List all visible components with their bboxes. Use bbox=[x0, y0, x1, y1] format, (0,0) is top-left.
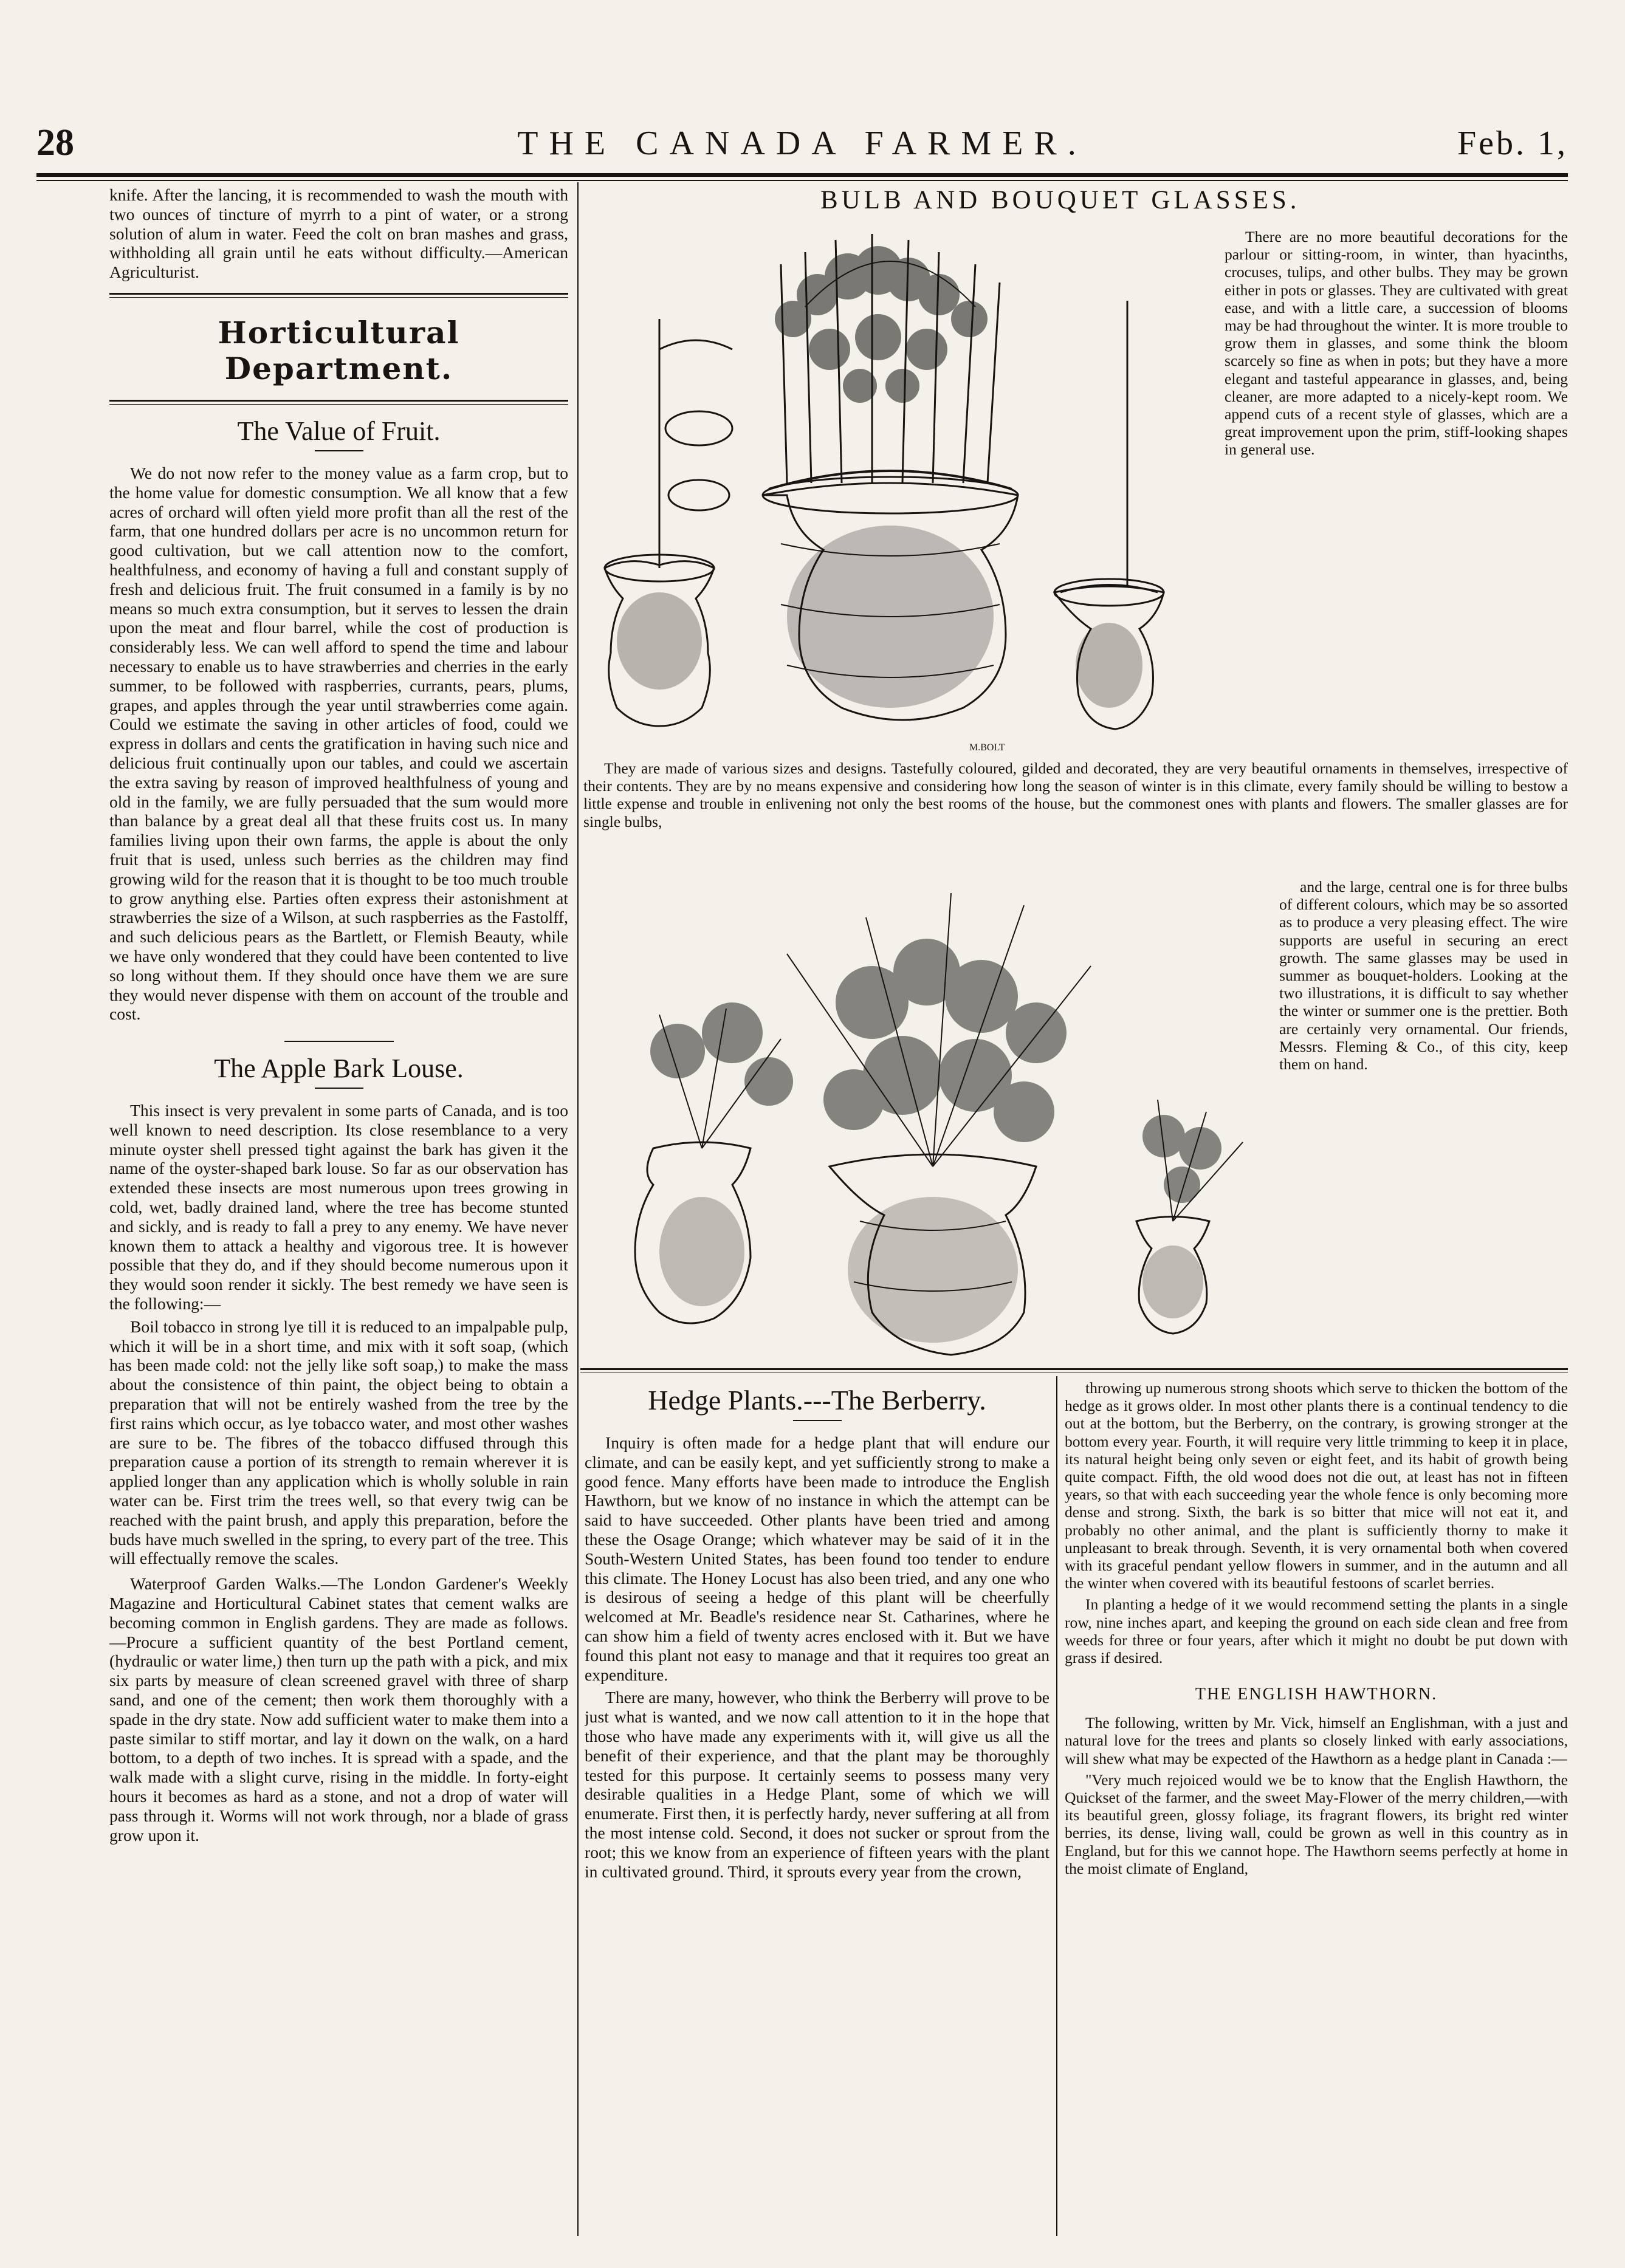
hedge-article-planting: In planting a hedge of it we would recommend setting the plants in a single row, nine inches apart, and keeping the ground on each side clean and free from weeds for three or four years, after which it might no doubt be put down with grass if desired. bbox=[1065, 1595, 1568, 1667]
issue-date: Feb. 1, bbox=[1457, 125, 1568, 162]
hedge-column-1 bbox=[585, 1379, 1050, 2242]
garden-walks-paragraph: Waterproof Garden Walks.—The London Gardener's Weekly Magazine and Horticultural Cabinet states that cement walks are becoming common in English gardens. They are made as follows.—Procure a sufficient quantity of the best Portland cement, (hydraulic or water lime,) then turn up the path with a pick, and mix six parts by measure of clean screened gravel with three of sharp sand, and one of the cement; then work them thoroughly with a spade in the dry state. Now add sufficient water to make them into a paste similar to stiff mortar, and lay it down on the walk, on a hard bottom, to a depth of two inches. It is spread with a spade, and the walk made with a slight curve, rising in the middle. In forty-eight hours it becomes as hard as a stone, and not a drop of water will pass through it. Worms will not work through, nor a blade of grass grow upon it. bbox=[109, 1574, 568, 1845]
section-rule bbox=[109, 293, 568, 298]
masthead-rule bbox=[36, 173, 1568, 177]
hedge-section-rule bbox=[580, 1368, 1568, 1372]
louse-article-title: The Apple Bark Louse. bbox=[214, 1053, 464, 1084]
column-divider-right bbox=[1056, 1376, 1057, 2236]
bouquet-glasses-illustration bbox=[586, 881, 1273, 1373]
hedge-article-title: Hedge Plants.---The Berberry. bbox=[648, 1385, 986, 1416]
column-divider-left bbox=[577, 182, 579, 2236]
hawthorn-quote: "Very much rejoiced would we be to know that the English Hawthorn, the Quickset of the farmer, and the sweet May-Flower of the merry children,—with its beautiful green, glossy foliage, its fragrant flowers, its bright red winter berries, its dense, living wall, could be grown as well in this country as in England, but for this we cannot hope. The Hawthorn seems perfectly at home in the moist climate of England, bbox=[1065, 1770, 1568, 1877]
fruit-article-title: The Value of Fruit. bbox=[237, 416, 441, 446]
bulb-article-middle: They are made of various sizes and designs. Tastefully coloured, gilded and decorated, they are very beautiful ornaments in themselves, irrespective of their contents. They are by no means expensive and considering how long the season of winter is in this climate, every family should be willing to bestow a little expense and trouble in enlivening not only the best rooms of the house, but the commonest ones with plants and flowers. The smaller glasses are for single bulbs, bbox=[583, 759, 1568, 831]
page-number: 28 bbox=[36, 122, 74, 163]
intro-paragraph: knife. After the lancing, it is recommended to wash the mouth with two ounces of tincture of myrrh to a pint of water, or a strong solution of alum in water. Feed the colt on bran mashes and grass, withholding all grain until he eats without difficulty.—American Agriculturist. bbox=[109, 185, 568, 282]
department-heading: Horticultural Department. bbox=[218, 314, 460, 386]
masthead-rule-thin bbox=[36, 180, 1568, 181]
hedge-article-continued: throwing up numerous strong shoots which serve to thicken the bottom of the hedge as it grows older. In most other plants there is a continual tendency to die out at the bottom, but the Berberry, on the contrary, is growing stronger at the bottom every year. Fourth, it will require very little trimming to keep it in place, its natural height being only seven or eight feet, and its habit of growth being quite compact. Fifth, the old wood does not die out, at least has not in fifteen years, so that with each succeeding year the whole fence is only becoming more dense and strong. Sixth, the bark is so bitter that mice will not eat it, and probably no other animal, and the plant is sufficiently thorny to make it unpleasant to break through. Seventh, it is very ornamental both when covered with its graceful pendant yellow flowers in summer, and in the autumn and all the winter when covered with its beautiful festoons of scarlet berries. bbox=[1065, 1379, 1568, 1592]
bulb-article-title: BULB AND BOUQUET GLASSES. bbox=[820, 186, 1300, 214]
bulb-article-intro: There are no more beautiful decorations for the parlour or sitting-room, in winter, than hyacinths, crocuses, tulips, and other bulbs. They may be grown either in pots or glasses. They are cultivated with great ease, and with a little care, a succession of blooms may be had throughout the winter. It is more trouble to grow them in glasses, and some think the bloom scarcely so fine as when in pots; but they have a more elegant and tasteful appearance in glasses, and, being cleaner, are more adapted to a nicely-kept room. We append cuts of a recent style of glasses, which are a great improvement upon the prim, stiff-looking shapes in general use. bbox=[1225, 228, 1568, 459]
hedge-article-intro: Inquiry is often made for a hedge plant that will endure our climate, and can be easily kept, and yet sufficiently strong to make a good fence. Many efforts have been made to introduce the English Hawthorn, but we know of no instance in which the attempt can be said to have succeeded. Other plants have been tried and among these the Osage Orange; which whatever may be said of it in the South-Western United States, has been found too tender to endure this climate. The Honey Locust has also been tried, and any one who is desirous of seeing a hedge of this plant will be cheerfully welcomed at Mr. Beadle's residence near St. Catharines, where he can show him a field of twenty acres enclosed with it. But we have found this plant not easy to manage and that it requires too great an expenditure. bbox=[585, 1433, 1050, 1684]
hyacinth-glasses-engraving bbox=[586, 228, 1218, 759]
hedge-column-2 bbox=[1065, 1379, 1568, 2242]
hedge-article-qualities: There are many, however, who think the Berberry will prove to be just what is wanted, and we now call attention to it in the hope that those who have made any experiments with it, will give us all the benefit of their experience, and that the plant may be thoroughly tested for this purpose. It certainly seems to possess many very desirable qualities in a Hedge Plant, some of which we will enumerate. First then, it is perfectly hardy, never suffering at all from the most intense cold. Second, it does not sucker or sprout from the root; this we know from an experience of fifteen years with the plant in cultivated ground. Third, it sprouts every year from the crown, bbox=[585, 1688, 1050, 1881]
title-rule bbox=[793, 1420, 842, 1421]
louse-article-remedy: Boil tobacco in strong lye till it is reduced to an impalpable pulp, which it will be in a short time, and mix with it soft soap, (which has been made cold: not the jelly like soft soap,) to make the mass about the consistence of thin paint, the object being to obtain a preparation that will not be entirely washed from the tree by the first rains which occur, as lye tobacco water, and most other washes are sure to be. The fibres of the tobacco diffused through this preparation cause a portion of its strength to remain wherever it is applied longer than any application which is wholly soluble in rain water can be. First trim the trees well, so that every twig can be reached with the paint brush, and apply this preparation, before the buds have much swelled in the spring, to every part of the tree. This will effectually remove the scales. bbox=[109, 1317, 568, 1568]
bulb-article-column-lower bbox=[1279, 878, 1568, 1370]
section-rule bbox=[109, 400, 568, 405]
bulb-glasses-illustration bbox=[586, 228, 1218, 759]
title-rule bbox=[315, 1088, 363, 1089]
column-1 bbox=[109, 185, 568, 2242]
hawthorn-intro: The following, written by Mr. Vick, himself an Englishman, with a just and natural love for the trees and plants so closely linked with early associations, will shew what may be expected of the Hawthorn as a hedge plant in Canada :— bbox=[1065, 1714, 1568, 1767]
bulb-article-column bbox=[1225, 228, 1568, 787]
fruit-article-body: We do not now refer to the money value as a farm crop, but to the home value for domestic consumption. We all know that a few acres of orchard will often yield more profit than all the rest of the farm, that one hundred dollars per acre is no uncommon return for good cultivation, but we call attention now to the comfort, healthfulness, and economy of having a full and constant supply of fresh and delicious fruit. The fruit consumed in a family is by no means so much extra consumption, but it serves to lessen the drain upon the meat and flour barrel, while the cost of production is considerably less. We can well afford to spend the time and labour necessary to enable us to have strawberries and cherries in the early summer, to be followed with raspberries, currants, pears, plums, grapes, and apples through the year until strawberries come again. Could we estimate the saving in other articles of food, could we express in dollars and cents the gratification in having such nice and delicious fruit continually upon our tables, and could we ascertain the extra saving by reason of improved healthfulness of young and old in the family, we are fully persuaded that the sum would more than balance by a great deal all that these fruits cost us. In many families living upon their own farms, the apple is about the only fruit that is used, unless such berries as the children may find growing wild for the reason that it is thought to be too much trouble to grow anything else. Parties often express their astonishment at strawberries the size of a Wilson, at such raspberries as the Fastolff, and such delicious pears as the Bartlett, or Flemish Beauty, while we have only wondered that they could have been contented to live so long without them. If they should once have them we are sure they would never dispense with them on account of the trouble and cost. bbox=[109, 463, 568, 1024]
newspaper-title: THE CANADA FARMER. bbox=[517, 125, 1087, 162]
article-separator bbox=[284, 1041, 394, 1042]
title-rule bbox=[315, 450, 363, 451]
bouquet-engraving bbox=[586, 881, 1273, 1373]
hawthorn-subheading: THE ENGLISH HAWTHORN. bbox=[1195, 1685, 1438, 1704]
masthead bbox=[36, 122, 1568, 170]
engraver-signature: M.BOLT bbox=[969, 742, 1005, 753]
bulb-article-wide bbox=[583, 759, 1568, 881]
bulb-article-end: and the large, central one is for three bulbs of different colours, which may be so assorted as to produce a very pleasing effect. The wire supports are useful in securing an erect growth. The same glasses may be used in summer as bouquet-holders. Looking at the two illustrations, it is difficult to say whether the winter or summer one is the prettier. Both are certainly very ornamental. Our friends, Messrs. Fleming & Co., of this city, keep them on hand. bbox=[1279, 878, 1568, 1074]
louse-article-intro: This insect is very prevalent in some parts of Canada, and is too well known to need description. Its close resemblance to a very minute oyster shell pressed tight against the bark has given it the name of the oyster-shaped bark louse. So far as our observation has extended these insects are most numerous upon trees growing in cold, wet, badly drained land, where the tree has become stunted and sickly, and is ready to fall a prey to any enemy. We have never known them to attack a healthy and vigorous tree. It is however possible that they do, and if they should become numerous upon it they would soon render it sickly. The best remedy we have seen is the following:— bbox=[109, 1101, 568, 1314]
